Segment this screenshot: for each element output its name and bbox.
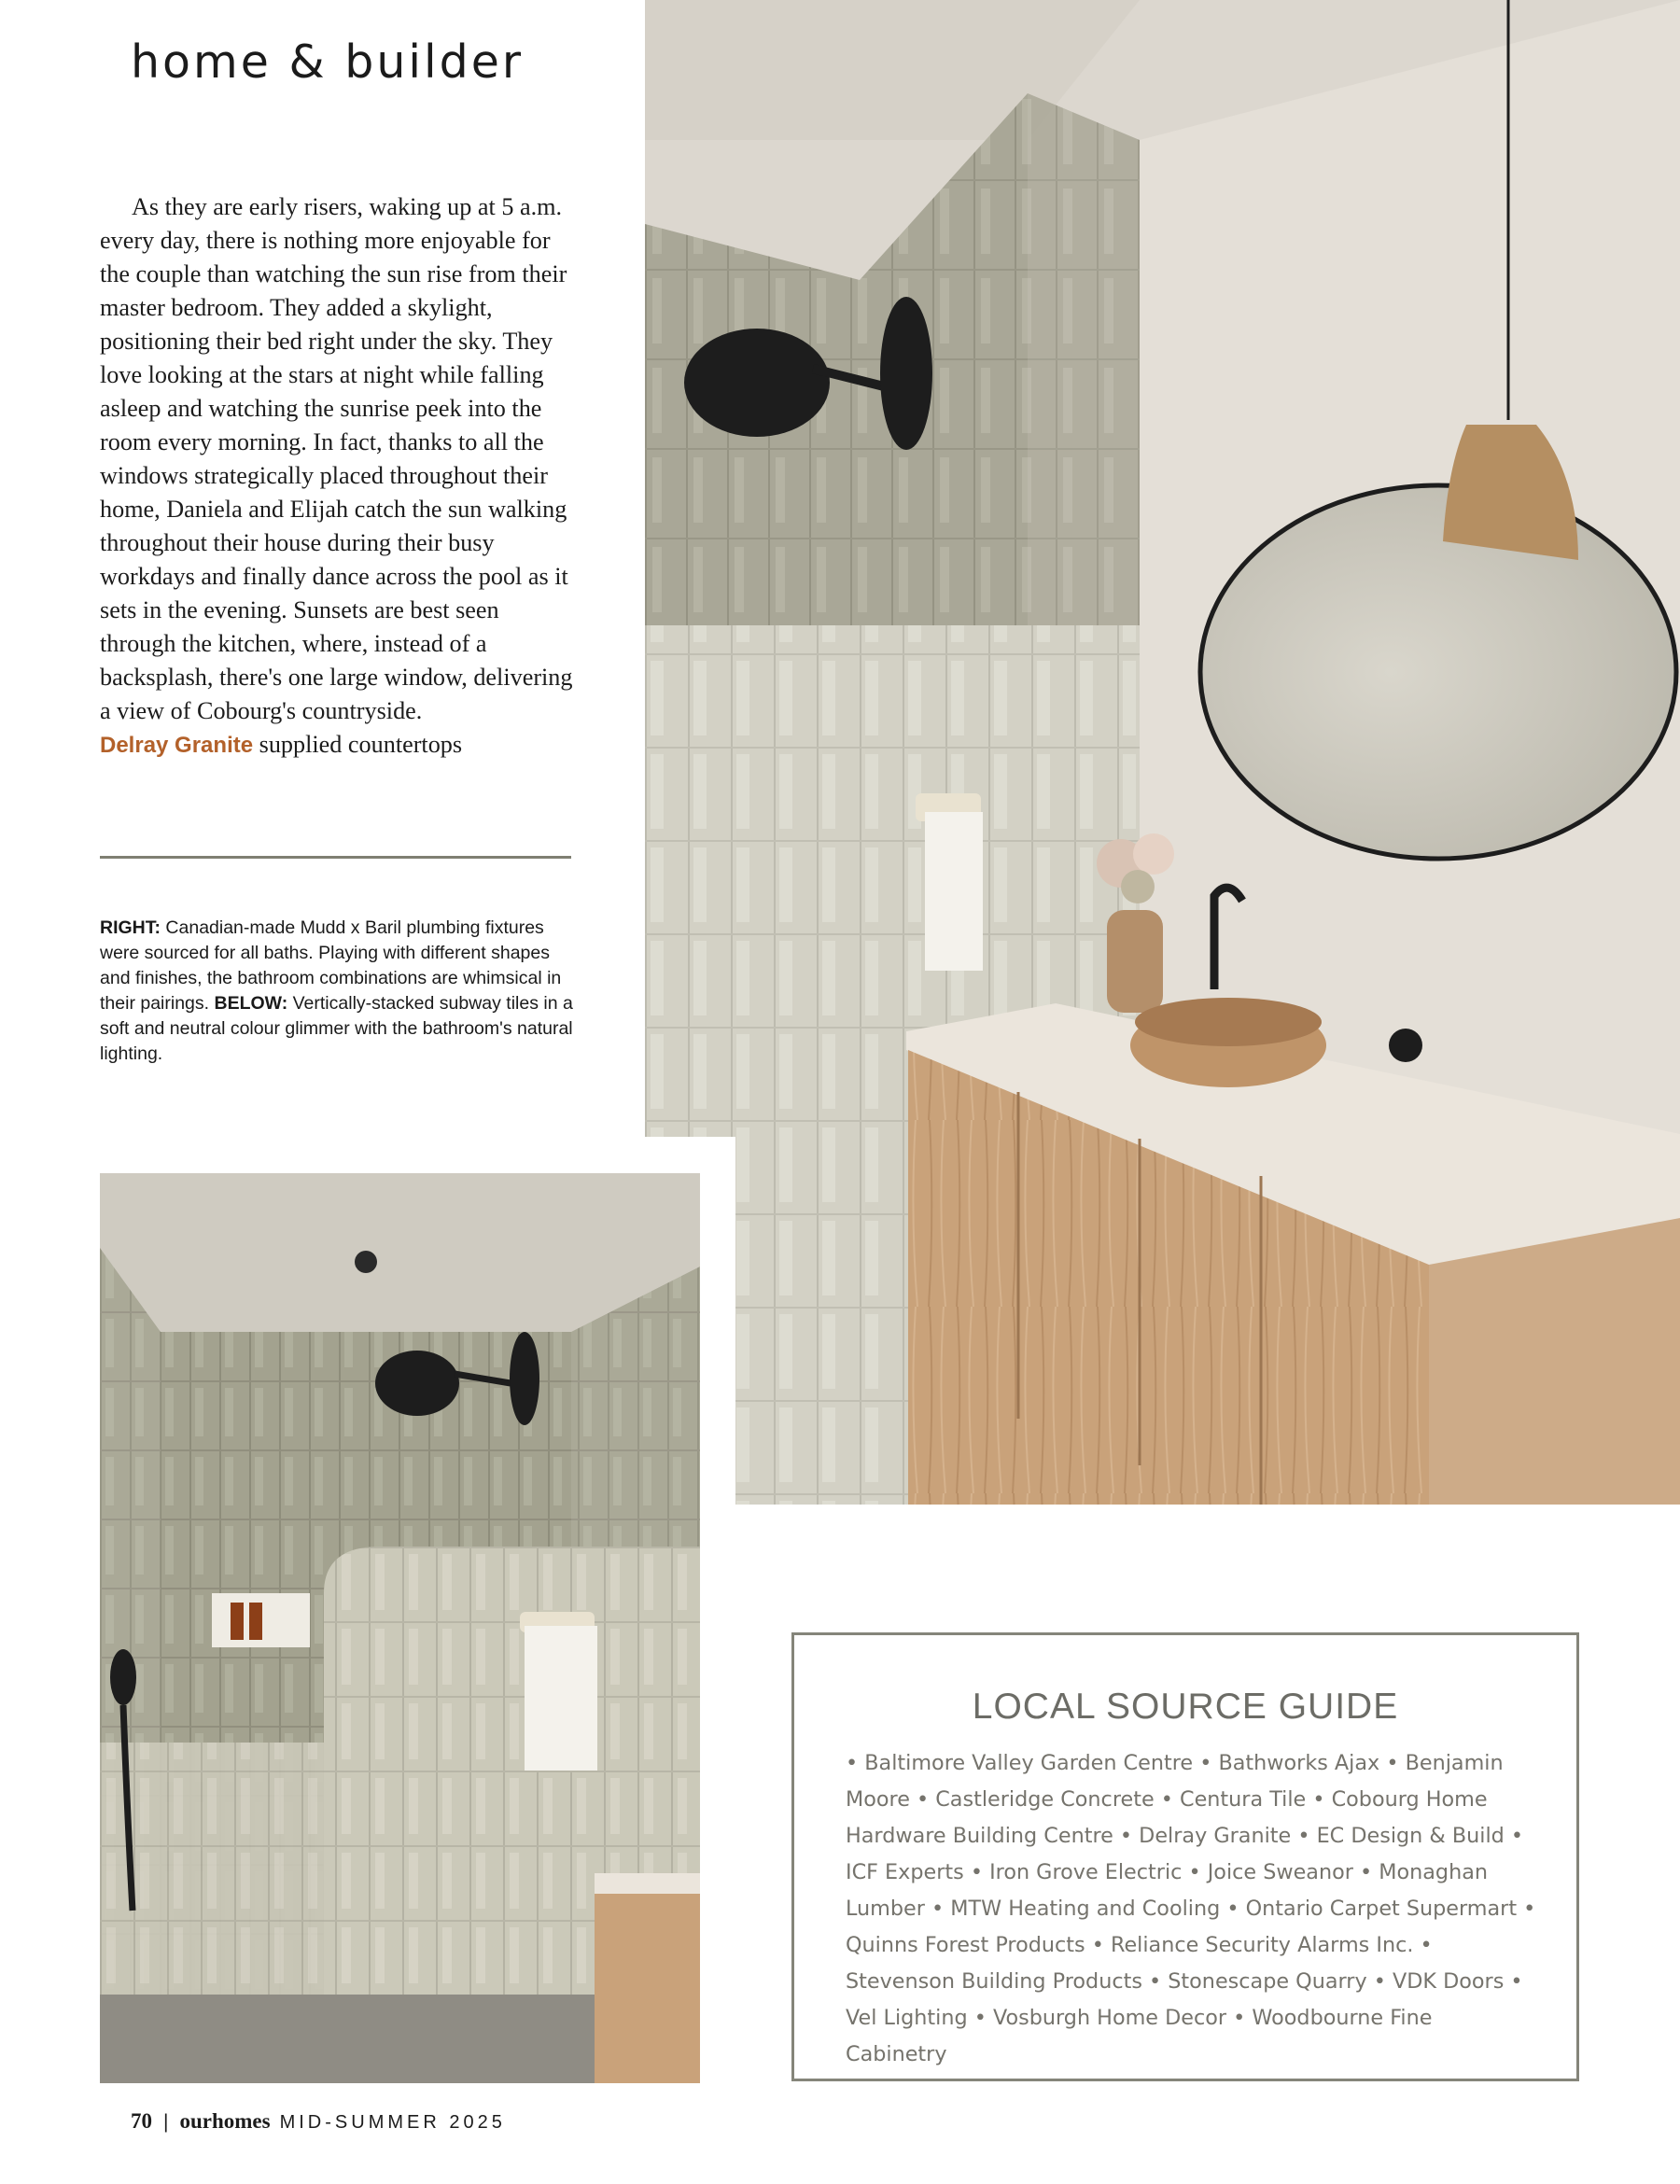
article-brand-tail: supplied countertops [259, 731, 463, 758]
shower-photo [100, 1173, 700, 2083]
local-source-guide [791, 1632, 1579, 2081]
caption-right-text: Canadian-made Mudd x Baril plumbing fixtures were sourced for all baths. Playing with different shapes and finishes, the bathroom combinations are whimsical in their pairings. [100, 917, 562, 1014]
source-guide-title: LOCAL SOURCE GUIDE [972, 1687, 1399, 1727]
magazine-name: ourhomes [179, 2109, 271, 2133]
page-number: 70 [131, 2109, 152, 2133]
divider-rule [100, 856, 571, 859]
caption-below-label: BELOW: [214, 993, 288, 1014]
article-text: As they are early risers, waking up at 5 a.m. every day, there is nothing more enjoyable for the couple than watching the sun rise from their master bedroom. They added a skylight, positioning their bed right under the sky. They love looking at the stars at night while falling asleep and watching the sunrise peek into the room every morning. In fact, thanks to all the windows strategically placed throughout their home, Daniela and Elijah catch the sun walking throughout their house during their busy workdays and finally dance across the pool as it sets in the evening. Sunsets are best seen through the kitchen, where, instead of a backsplash, there's one large window, delivering a view of Cobourg's countryside. [100, 193, 573, 724]
footer-separator: | [163, 2111, 169, 2133]
article-body [100, 190, 578, 763]
source-guide-list: • Baltimore Valley Garden Centre • Bathworks Ajax • Benjamin Moore • Castleridge Concrete • Centura Tile • Cobourg Home Hardware Building Centre • Delray Granite • EC Design & Build • ICF Experts • Iron Grove Electric • Joice Sweanor • Monaghan Lumber • MTW Heating and Cooling • Ontario Carpet Supermart • Quinns Forest Products • Reliance Security Alarms Inc. • Stevenson Building Products • Stonescape Quarry • VDK Doors • Vel Lighting • Vosburgh Home Decor • Woodbourne Fine Cabinetry [846, 1751, 1536, 2066]
bathroom-vanity-photo [645, 0, 1680, 1505]
page-footer [131, 2109, 506, 2134]
brand-link-delray-granite[interactable]: Delray Granite [100, 733, 254, 758]
issue-label: MID-SUMMER 2025 [279, 2112, 506, 2133]
caption-right-label: RIGHT: [100, 917, 161, 938]
section-title: home & builder [131, 35, 525, 89]
caption-below-text: Vertically-stacked subway tiles in a soft and neutral colour glimmer with the bathroom's natural lighting. [100, 993, 573, 1064]
photo-caption [100, 916, 581, 1067]
